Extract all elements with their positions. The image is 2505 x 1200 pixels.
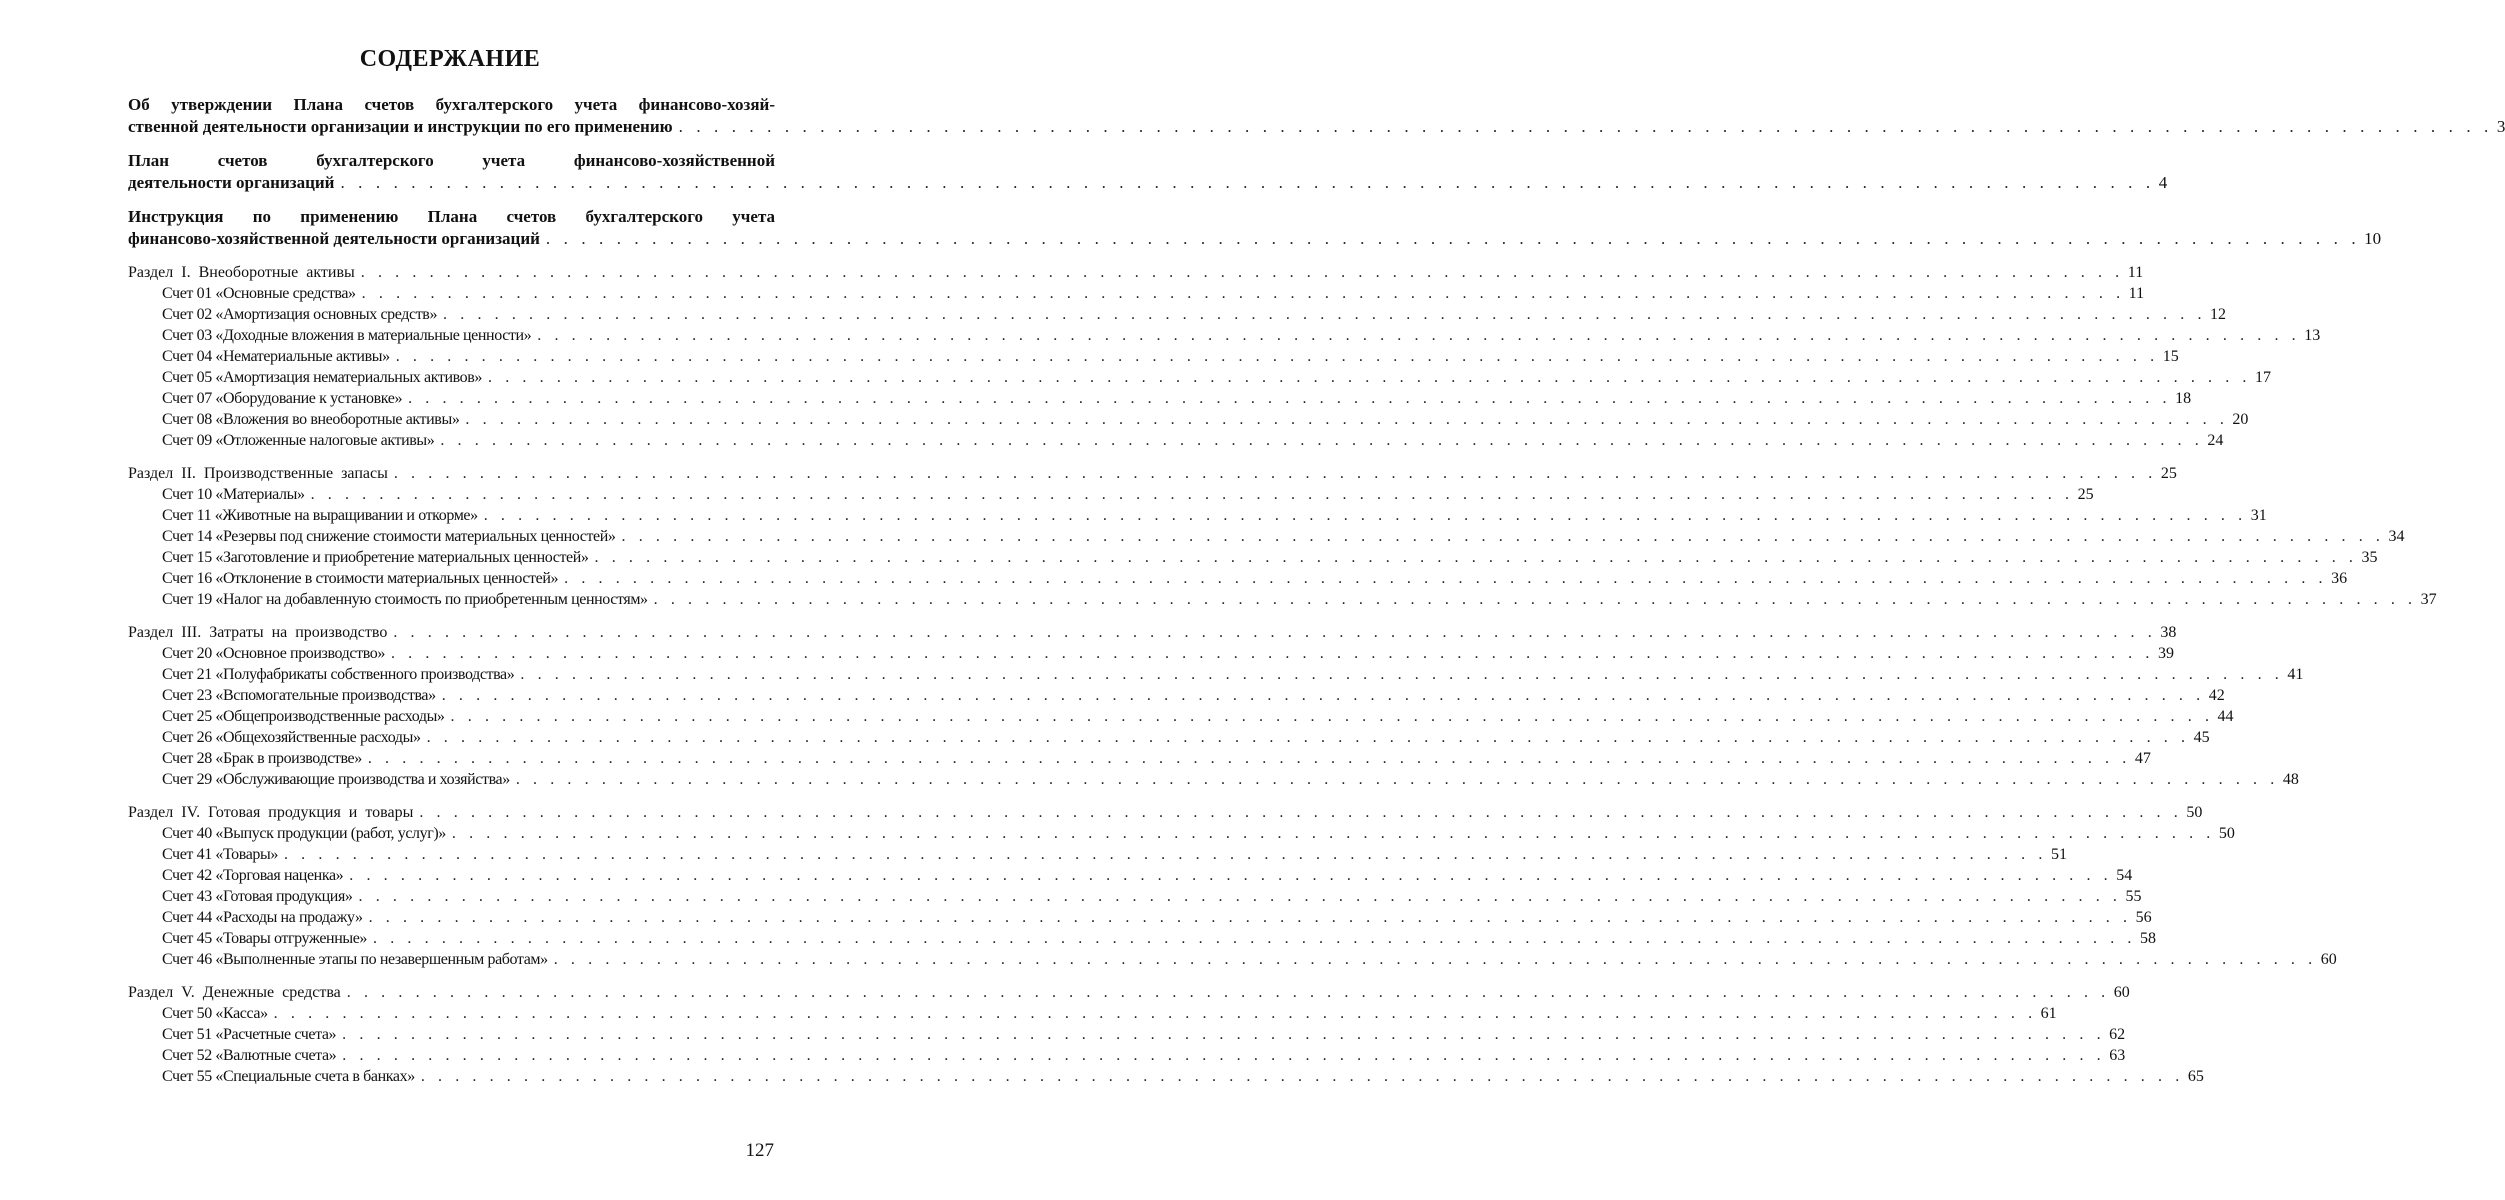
account-entry-title: Счет 28 «Брак в производстве» bbox=[162, 750, 362, 767]
account-entry[interactable] bbox=[128, 304, 2227, 325]
account-entry-title: Счет 55 «Специальные счета в банках» bbox=[162, 1068, 415, 1085]
account-entry-title: Счет 20 «Основное производство» bbox=[162, 645, 385, 662]
account-entry-page: 17 bbox=[2255, 369, 2272, 386]
account-entry[interactable] bbox=[128, 568, 2348, 589]
account-entry-title: Счет 04 «Нематериальные активы» bbox=[162, 348, 390, 365]
account-entry-page: 15 bbox=[2162, 348, 2179, 365]
account-entry[interactable] bbox=[128, 526, 2405, 547]
account-entry-title: Счет 10 «Материалы» bbox=[162, 486, 305, 503]
account-entry-page: 34 bbox=[2388, 528, 2405, 545]
account-entry[interactable] bbox=[128, 727, 2210, 748]
account-entry[interactable] bbox=[128, 949, 2337, 970]
account-entry-title: Счет 23 «Вспомогательные производства» bbox=[162, 687, 436, 704]
toc-section bbox=[128, 463, 2437, 610]
account-entry-page: 41 bbox=[2287, 666, 2304, 683]
account-entry[interactable] bbox=[128, 484, 2094, 505]
account-entry[interactable] bbox=[128, 430, 2224, 451]
intro-entry-line2: финансово-хозяйственной деятельности организаций bbox=[128, 229, 540, 248]
section-title-page: 11 bbox=[2127, 264, 2144, 281]
leader-dots: . . . . . . . . . . . . . . . . . . . . . . . . . . . . . . . . . . . . . . . . . . . . . . . . . . . . . . . . . . . . . . . . . . . . . . . . . . . . . . . . . . . . . . . . . . . . . . . . . . . . . . . bbox=[349, 867, 2113, 884]
intro-entry-page: 3 bbox=[2496, 117, 2505, 136]
account-entry[interactable] bbox=[128, 643, 2174, 664]
account-entry-page: 36 bbox=[2331, 570, 2348, 587]
account-entry-title: Счет 16 «Отклонение в стоимости материальных ценностей» bbox=[162, 570, 559, 587]
account-entry[interactable] bbox=[128, 1045, 2126, 1066]
leader-dots: . . . . . . . . . . . . . . . . . . . . . . . . . . . . . . . . . . . . . . . . . . . . . . . . . . . . . . . . . . . . . . . . . . . . . . . . . . . . . . . . . . . . . . . . . . . . . . . . . . . . . . . bbox=[395, 348, 2159, 365]
account-entry-page: 62 bbox=[2109, 1026, 2126, 1043]
account-entry-title: Счет 19 «Налог на добавленную стоимость по приобретенным ценностям» bbox=[162, 591, 648, 608]
account-entry[interactable] bbox=[128, 388, 2192, 409]
leader-dots: . . . . . . . . . . . . . . . . . . . . . . . . . . . . . . . . . . . . . . . . . . . . . . . . . . . . . . . . . . . . . . . . . . . . . . . . . . . . . . . . . . . . . . . . . . . . . . . . . . . . . . . bbox=[545, 229, 2361, 248]
intro-entry-page: 10 bbox=[2364, 229, 2382, 248]
leader-dots: . . . . . . . . . . . . . . . . . . . . . . . . . . . . . . . . . . . . . . . . . . . . . . . . . . . . . . . . . . . . . . . . . . . . . . . . . . . . . . . . . . . . . . . . . . . . . . . . . . . . . . . bbox=[390, 645, 2154, 662]
leader-dots: . . . . . . . . . . . . . . . . . . . . . . . . . . . . . . . . . . . . . . . . . . . . . . . . . . . . . . . . . . . . . . . . . . . . . . . . . . . . . . . . . . . . . . . . . . . . . . . . . . . . . . . bbox=[537, 327, 2301, 344]
leader-dots: . . . . . . . . . . . . . . . . . . . . . . . . . . . . . . . . . . . . . . . . . . . . . . . . . . . . . . . . . . . . . . . . . . . . . . . . . . . . . . . . . . . . . . . . . . . . . . . . . . . . . . . bbox=[367, 750, 2131, 767]
account-entry[interactable] bbox=[128, 547, 2378, 568]
account-entry-page: 31 bbox=[2250, 507, 2267, 524]
account-entry[interactable] bbox=[128, 664, 2304, 685]
account-entry[interactable] bbox=[128, 346, 2179, 367]
account-entry-page: 13 bbox=[2304, 327, 2321, 344]
section-title-title: Раздел V. Денежные средства bbox=[128, 984, 341, 1001]
section-title-page: 38 bbox=[2160, 624, 2177, 641]
intro-entry bbox=[128, 206, 2382, 250]
toc-section bbox=[128, 622, 2304, 790]
section-title[interactable] bbox=[128, 622, 2177, 643]
leader-dots: . . . . . . . . . . . . . . . . . . . . . . . . . . . . . . . . . . . . . . . . . . . . . . . . . . . . . . . . . . . . . . . . . . . . . . . . . . . . . . . . . . . . . . . . . . . . . . . . . . . . . . . bbox=[553, 951, 2317, 968]
intro-entry bbox=[128, 94, 2505, 138]
page-title: СОДЕРЖАНИЕ bbox=[359, 46, 541, 72]
leader-dots: . . . . . . . . . . . . . . . . . . . . . . . . . . . . . . . . . . . . . . . . . . . . . . . . . . . . . . . . . . . . . . . . . . . . . . . . . . . . . . . . . . . . . . . . . . . . . . . . . . . . . . . bbox=[346, 984, 2110, 1001]
leader-dots: . . . . . . . . . . . . . . . . . . . . . . . . . . . . . . . . . . . . . . . . . . . . . . . . . . . . . . . . . . . . . . . . . . . . . . . . . . . . . . . . . . . . . . . . . . . . . . . . . . . . . . . bbox=[342, 1026, 2106, 1043]
account-entry-title: Счет 44 «Расходы на продажу» bbox=[162, 909, 363, 926]
leader-dots: . . . . . . . . . . . . . . . . . . . . . . . . . . . . . . . . . . . . . . . . . . . . . . . . . . . . . . . . . . . . . . . . . . . . . . . . . . . . . . . . . . . . . . . . . . . . . . . . . . . . . . . bbox=[653, 591, 2417, 608]
toc-section bbox=[128, 982, 2204, 1087]
leader-dots: . . . . . . . . . . . . . . . . . . . . . . . . . . . . . . . . . . . . . . . . . . . . . . . . . . . . . . . . . . . . . . . . . . . . . . . . . . . . . . . . . . . . . . . . . . . . . . . . . . . . . . . bbox=[420, 1068, 2184, 1085]
account-entry[interactable] bbox=[128, 907, 2152, 928]
account-entry-title: Счет 07 «Оборудование к установке» bbox=[162, 390, 403, 407]
leader-dots: . . . . . . . . . . . . . . . . . . . . . . . . . . . . . . . . . . . . . . . . . . . . . . . . . . . . . . . . . . . . . . . . . . . . . . . . . . . . . . . . . . . . . . . . . . . . . . . . . . . . . . . bbox=[515, 771, 2279, 788]
account-entry-page: 48 bbox=[2282, 771, 2299, 788]
account-entry[interactable] bbox=[128, 769, 2299, 790]
account-entry-page: 61 bbox=[2040, 1005, 2057, 1022]
leader-dots: . . . . . . . . . . . . . . . . . . . . . . . . . . . . . . . . . . . . . . . . . . . . . . . . . . . . . . . . . . . . . . . . . . . . . . . . . . . . . . . . . . . . . . . . . . . . . . . . . . . . . . . bbox=[360, 264, 2124, 281]
intro-entry-line1: План счетов бухгалтерского учета финансово-хозяйственной bbox=[128, 151, 775, 170]
section-title-title: Раздел III. Затраты на производство bbox=[128, 624, 388, 641]
toc-section bbox=[128, 802, 2337, 970]
toc-sections bbox=[128, 262, 2437, 1099]
account-entry[interactable] bbox=[128, 685, 2225, 706]
account-entry[interactable] bbox=[128, 865, 2133, 886]
account-entry-page: 25 bbox=[2077, 486, 2094, 503]
leader-dots: . . . . . . . . . . . . . . . . . . . . . . . . . . . . . . . . . . . . . . . . . . . . . . . . . . . . . . . . . . . . . . . . . . . . . . . . . . . . . . . . . . . . . . . . . . . . . . . . . . . . . . . bbox=[440, 432, 2204, 449]
account-entry-page: 47 bbox=[2134, 750, 2151, 767]
account-entry-title: Счет 52 «Валютные счета» bbox=[162, 1047, 337, 1064]
account-entry[interactable] bbox=[128, 367, 2272, 388]
leader-dots: . . . . . . . . . . . . . . . . . . . . . . . . . . . . . . . . . . . . . . . . . . . . . . . . . . . . . . . . . . . . . . . . . . . . . . . . . . . . . . . . . . . . . . . . . . . . . . . . . . . . . . . bbox=[520, 666, 2284, 683]
intro-entry-line1: Инструкция по применению Плана счетов бухгалтерского учета bbox=[128, 207, 775, 226]
account-entry-page: 20 bbox=[2232, 411, 2249, 428]
account-entry-page: 44 bbox=[2217, 708, 2234, 725]
account-entry-page: 39 bbox=[2157, 645, 2174, 662]
account-entry-title: Счет 42 «Торговая наценка» bbox=[162, 867, 344, 884]
leader-dots: . . . . . . . . . . . . . . . . . . . . . . . . . . . . . . . . . . . . . . . . . . . . . . . . . . . . . . . . . . . . . . . . . . . . . . . . . . . . . . . . . . . . . . . . . . . . . . . . . . . . . . . bbox=[451, 825, 2215, 842]
account-entry-title: Счет 05 «Амортизация нематериальных активов» bbox=[162, 369, 483, 386]
account-entry-title: Счет 43 «Готовая продукция» bbox=[162, 888, 353, 905]
account-entry-title: Счет 01 «Основные средства» bbox=[162, 285, 356, 302]
intro-entry-line2: деятельности организаций bbox=[128, 173, 335, 192]
leader-dots: . . . . . . . . . . . . . . . . . . . . . . . . . . . . . . . . . . . . . . . . . . . . . . . . . . . . . . . . . . . . . . . . . . . . . . . . . . . . . . . . . . . . . . . . . . . . . . . . . . . . . . . bbox=[465, 411, 2229, 428]
account-entry[interactable] bbox=[128, 283, 2145, 304]
account-entry-page: 50 bbox=[2218, 825, 2235, 842]
section-title[interactable] bbox=[128, 463, 2177, 484]
leader-dots: . . . . . . . . . . . . . . . . . . . . . . . . . . . . . . . . . . . . . . . . . . . . . . . . . . . . . . . . . . . . . . . . . . . . . . . . . . . . . . . . . . . . . . . . . . . . . . . . . . . . . . . bbox=[273, 1005, 2037, 1022]
leader-dots: . . . . . . . . . . . . . . . . . . . . . . . . . . . . . . . . . . . . . . . . . . . . . . . . . . . . . . . . . . . . . . . . . . . . . . . . . . . . . . . . . . . . . . . . . . . . . . . . . . . . . . . bbox=[450, 708, 2214, 725]
account-entry[interactable] bbox=[128, 505, 2267, 526]
account-entry[interactable] bbox=[128, 928, 2157, 949]
account-entry-title: Счет 45 «Товары отгруженные» bbox=[162, 930, 368, 947]
leader-dots: . . . . . . . . . . . . . . . . . . . . . . . . . . . . . . . . . . . . . . . . . . . . . . . . . . . . . . . . . . . . . . . . . . . . . . . . . . . . . . . . . . . . . . . . . . . . . . . . . . . . . . . bbox=[361, 285, 2125, 302]
account-entry-page: 42 bbox=[2208, 687, 2225, 704]
leader-dots: . . . . . . . . . . . . . . . . . . . . . . . . . . . . . . . . . . . . . . . . . . . . . . . . . . . . . . . . . . . . . . . . . . . . . . . . . . . . . . . . . . . . . . . . . . . . . . . . . . . . . . . bbox=[310, 486, 2074, 503]
leader-dots: . . . . . . . . . . . . . . . . . . . . . . . . . . . . . . . . . . . . . . . . . . . . . . . . . . . . . . . . . . . . . . . . . . . . . . . . . . . . . . . . . . . . . . . . . . . . . . . . . . . . . . . bbox=[488, 369, 2252, 386]
toc-section bbox=[128, 262, 2321, 451]
account-entry-page: 54 bbox=[2116, 867, 2133, 884]
account-entry-title: Счет 02 «Амортизация основных средств» bbox=[162, 306, 438, 323]
account-entry-page: 45 bbox=[2193, 729, 2210, 746]
leader-dots: . . . . . . . . . . . . . . . . . . . . . . . . . . . . . . . . . . . . . . . . . . . . . . . . . . . . . . . . . . . . . . . . . . . . . . . . . . . . . . . . . . . . . . . . . . . . . . . . . . . . . . . bbox=[408, 390, 2172, 407]
section-title[interactable] bbox=[128, 262, 2144, 283]
intro-entry-line1: Об утверждении Плана счетов бухгалтерского учета финансово-хозяй- bbox=[128, 95, 775, 114]
account-entry-title: Счет 14 «Резервы под снижение стоимости материальных ценностей» bbox=[162, 528, 616, 545]
leader-dots: . . . . . . . . . . . . . . . . . . . . . . . . . . . . . . . . . . . . . . . . . . . . . . . . . . . . . . . . . . . . . . . . . . . . . . . . . . . . . . . . . . . . . . . . . . . . . . . . . . . . . . . bbox=[373, 930, 2137, 947]
section-title[interactable] bbox=[128, 982, 2130, 1003]
account-entry-title: Счет 11 «Животные на выращивании и откорме» bbox=[162, 507, 478, 524]
section-title-page: 60 bbox=[2113, 984, 2130, 1001]
account-entry-title: Счет 40 «Выпуск продукции (работ, услуг)» bbox=[162, 825, 446, 842]
account-entry-title: Счет 08 «Вложения во внеоборотные активы» bbox=[162, 411, 460, 428]
account-entry[interactable] bbox=[128, 748, 2151, 769]
account-entry[interactable] bbox=[128, 1003, 2057, 1024]
account-entry-page: 35 bbox=[2361, 549, 2378, 566]
leader-dots: . . . . . . . . . . . . . . . . . . . . . . . . . . . . . . . . . . . . . . . . . . . . . . . . . . . . . . . . . . . . . . . . . . . . . . . . . . . . . . . . . . . . . . . . . . . . . . . . . . . . . . . bbox=[564, 570, 2328, 587]
leader-dots: . . . . . . . . . . . . . . . . . . . . . . . . . . . . . . . . . . . . . . . . . . . . . . . . . . . . . . . . . . . . . . . . . . . . . . . . . . . . . . . . . . . . . . . . . . . . . . . . . . . . . . . bbox=[342, 1047, 2106, 1064]
section-title-page: 25 bbox=[2160, 465, 2177, 482]
account-entry[interactable] bbox=[128, 1066, 2204, 1087]
leader-dots: . . . . . . . . . . . . . . . . . . . . . . . . . . . . . . . . . . . . . . . . . . . . . . . . . . . . . . . . . . . . . . . . . . . . . . . . . . . . . . . . . . . . . . . . . . . . . . . . . . . . . . . bbox=[621, 528, 2385, 545]
section-title-page: 50 bbox=[2186, 804, 2203, 821]
account-entry[interactable] bbox=[128, 706, 2234, 727]
intro-entry-page: 4 bbox=[2158, 173, 2168, 192]
account-entry-title: Счет 03 «Доходные вложения в материальные ценности» bbox=[162, 327, 532, 344]
account-entry-title: Счет 09 «Отложенные налоговые активы» bbox=[162, 432, 435, 449]
section-title[interactable] bbox=[128, 802, 2203, 823]
account-entry-title: Счет 51 «Расчетные счета» bbox=[162, 1026, 337, 1043]
account-entry-title: Счет 25 «Общепроизводственные расходы» bbox=[162, 708, 445, 725]
account-entry[interactable] bbox=[128, 823, 2235, 844]
account-entry[interactable] bbox=[128, 1024, 2126, 1045]
account-entry-title: Счет 46 «Выполненные этапы по незавершенным работам» bbox=[162, 951, 548, 968]
account-entry[interactable] bbox=[128, 409, 2249, 430]
account-entry-page: 55 bbox=[2125, 888, 2142, 905]
account-entry-title: Счет 15 «Заготовление и приобретение материальных ценностей» bbox=[162, 549, 589, 566]
account-entry-title: Счет 26 «Общехозяйственные расходы» bbox=[162, 729, 421, 746]
intro-entry bbox=[128, 150, 2168, 194]
account-entry-page: 11 bbox=[2128, 285, 2145, 302]
account-entry-page: 58 bbox=[2140, 930, 2157, 947]
leader-dots: . . . . . . . . . . . . . . . . . . . . . . . . . . . . . . . . . . . . . . . . . . . . . . . . . . . . . . . . . . . . . . . . . . . . . . . . . . . . . . . . . . . . . . . . . . . . . . . . . . . . . . . bbox=[483, 507, 2247, 524]
account-entry-page: 56 bbox=[2135, 909, 2152, 926]
account-entry-page: 65 bbox=[2187, 1068, 2204, 1085]
leader-dots: . . . . . . . . . . . . . . . . . . . . . . . . . . . . . . . . . . . . . . . . . . . . . . . . . . . . . . . . . . . . . . . . . . . . . . . . . . . . . . . . . . . . . . . . . . . . . . . . . . . . . . . bbox=[283, 846, 2047, 863]
account-entry[interactable] bbox=[128, 886, 2142, 907]
section-title-title: Раздел I. Внеоборотные активы bbox=[128, 264, 355, 281]
leader-dots: . . . . . . . . . . . . . . . . . . . . . . . . . . . . . . . . . . . . . . . . . . . . . . . . . . . . . . . . . . . . . . . . . . . . . . . . . . . . . . . . . . . . . . . . . . . . . . . . . . . . . . . bbox=[393, 465, 2157, 482]
account-entry[interactable] bbox=[128, 325, 2321, 346]
intro-entry-line2: ственной деятельности организации и инструкции по его применению bbox=[128, 117, 673, 136]
leader-dots: . . . . . . . . . . . . . . . . . . . . . . . . . . . . . . . . . . . . . . . . . . . . . . . . . . . . . . . . . . . . . . . . . . . . . . . . . . . . . . . . . . . . . . . . . . . . . . . . . . . . . . . bbox=[678, 117, 2493, 136]
leader-dots: . . . . . . . . . . . . . . . . . . . . . . . . . . . . . . . . . . . . . . . . . . . . . . . . . . . . . . . . . . . . . . . . . . . . . . . . . . . . . . . . . . . . . . . . . . . . . . . . . . . . . . . bbox=[358, 888, 2122, 905]
page-number: 127 bbox=[745, 1140, 774, 1161]
account-entry-page: 37 bbox=[2420, 591, 2437, 608]
section-title-title: Раздел IV. Готовая продукция и товары bbox=[128, 804, 414, 821]
account-entry-page: 24 bbox=[2207, 432, 2224, 449]
account-entry-title: Счет 29 «Обслуживающие производства и хозяйства» bbox=[162, 771, 510, 788]
leader-dots: . . . . . . . . . . . . . . . . . . . . . . . . . . . . . . . . . . . . . . . . . . . . . . . . . . . . . . . . . . . . . . . . . . . . . . . . . . . . . . . . . . . . . . . . . . . . . . . . . . . . . . . bbox=[441, 687, 2205, 704]
account-entry-page: 60 bbox=[2320, 951, 2337, 968]
leader-dots: . . . . . . . . . . . . . . . . . . . . . . . . . . . . . . . . . . . . . . . . . . . . . . . . . . . . . . . . . . . . . . . . . . . . . . . . . . . . . . . . . . . . . . . . . . . . . . . . . . . . . . . bbox=[426, 729, 2190, 746]
account-entry-page: 51 bbox=[2050, 846, 2067, 863]
account-entry-title: Счет 50 «Касса» bbox=[162, 1005, 268, 1022]
leader-dots: . . . . . . . . . . . . . . . . . . . . . . . . . . . . . . . . . . . . . . . . . . . . . . . . . . . . . . . . . . . . . . . . . . . . . . . . . . . . . . . . . . . . . . . . . . . . . . . . . . . . . . . bbox=[443, 306, 2207, 323]
account-entry-title: Счет 21 «Полуфабрикаты собственного производства» bbox=[162, 666, 515, 683]
leader-dots: . . . . . . . . . . . . . . . . . . . . . . . . . . . . . . . . . . . . . . . . . . . . . . . . . . . . . . . . . . . . . . . . . . . . . . . . . . . . . . . . . . . . . . . . . . . . . . . . . . . . . . . bbox=[393, 624, 2157, 641]
account-entry-page: 63 bbox=[2109, 1047, 2126, 1064]
leader-dots: . . . . . . . . . . . . . . . . . . . . . . . . . . . . . . . . . . . . . . . . . . . . . . . . . . . . . . . . . . . . . . . . . . . . . . . . . . . . . . . . . . . . . . . . . . . . . . . . . . . . . . . bbox=[368, 909, 2132, 926]
account-entry-page: 18 bbox=[2175, 390, 2192, 407]
account-entry-title: Счет 41 «Товары» bbox=[162, 846, 278, 863]
leader-dots: . . . . . . . . . . . . . . . . . . . . . . . . . . . . . . . . . . . . . . . . . . . . . . . . . . . . . . . . . . . . . . . . . . . . . . . . . . . . . . . . . . . . . . . . . . . . . . . . . . . . . . . bbox=[419, 804, 2183, 821]
account-entry-page: 12 bbox=[2210, 306, 2227, 323]
section-title-title: Раздел II. Производственные запасы bbox=[128, 465, 388, 482]
account-entry[interactable] bbox=[128, 589, 2437, 610]
leader-dots: . . . . . . . . . . . . . . . . . . . . . . . . . . . . . . . . . . . . . . . . . . . . . . . . . . . . . . . . . . . . . . . . . . . . . . . . . . . . . . . . . . . . . . . . . . . . . . . . . . . . . . . bbox=[594, 549, 2358, 566]
account-entry[interactable] bbox=[128, 844, 2067, 865]
leader-dots: . . . . . . . . . . . . . . . . . . . . . . . . . . . . . . . . . . . . . . . . . . . . . . . . . . . . . . . . . . . . . . . . . . . . . . . . . . . . . . . . . . . . . . . . . . . . . . . . . . . . . . . bbox=[340, 173, 2155, 192]
